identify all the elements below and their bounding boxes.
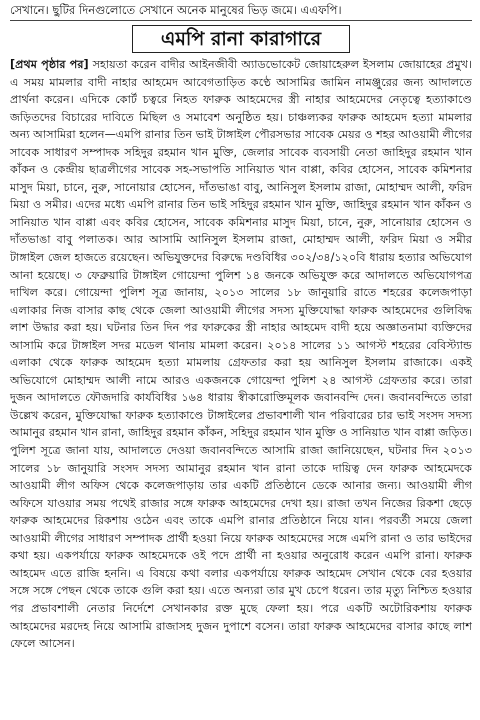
headline: এমপি রানা কারাগারে bbox=[132, 25, 350, 53]
article-text: সহায়তা করেন বাদীর আইনজীবী অ্যাডভোকেট জোয়াহেরুল ইসলাম জোয়াহের প্রমুখ। এ সময় মামলার বাদী নাহার আহমেদ আবেগতাড়িত কণ্ঠে আসামির জামিন নামঞ্জুরের জন্য আদালতে প্রার্থনা করেন। এদিকে কোর্ট চত্বরে নিহত ফারুক আহমেদের স্ত্রী নাহার আহমেদের নেতৃত্বে হত্যাকাণ্ডে জড়িতদের বিচারের দাবিতে মিছিল ও সমাবেশ অনুষ্ঠিত হয়। চাঞ্চল্যকর ফারুক আহমেদ হত্যা মামলার অন্য আসামিরা হলেন—এমপি রানার তিন ভাই টাঙ্গাইল পৌরসভার সাবেক মেয়র ও শহর আওয়ামী লীগের সাবেক সাধারণ সম্পাদক সহিদুর রহমান খান মুক্তি, জেলার সাবেক ব্যবসায়ী নেতা জাহিদুর রহমান খান কাঁকন ও কেন্দ্রীয় ছাত্রলীগের সাবেক সহ-সভাপতি সানিয়াত খান বাপ্পা, কবির হোসেন, সাবেক কমিশনার মাসুদ মিয়া, চানে, নুরু, সানোয়ার হোসেন, দাঁতভাঙা বাবু, আনিসুল ইসলাম রাজা, মোহাম্মদ আলী, ফরিদ মিয়া ও সমীর। এদের মধ্যে এমপি রানার তিন ভাই সহিদুর রহমান খান মুক্তি, জাহিদুর রহমান খান কাঁকন ও সানিয়াত খান বাপ্পা এবং কবির হোসেন, সাবেক কমিশনার মাসুদ মিয়া, চানে, নুরু, সানোয়ার হোসেন ও দাঁতভাঙা বাবু পলাতক। আর আসামি আনিসুল ইসলাম রাজা, মোহাম্মদ আলী, ফরিদ মিয়া ও সমীর টাঙ্গাইল জেল হাজতে রয়েছেন। অভিযুক্তদের বিরুদ্ধে দণ্ডবিধির ৩০২/৩৪/১২০বি ধারায় হত্যার অভিযোগ আনা হয়েছে। ৩ ফেব্রুয়ারি টাঙ্গাইল গোয়েন্দা পুলিশ ১৪ জনকে অভিযুক্ত করে আদালতে অভিযোগপত্র দাখিল করে। গোয়েন্দা পুলিশ সূত্র জানায়, ২০১৩ সালের ১৮ জানুয়ারি রাতে শহরের কলেজপাড়া এলাকার নিজ বাসার কাছ থেকে জেলা আওয়ামী লীগের সদস্য মুক্তিযোদ্ধা ফারুক আহমেদের গুলিবিদ্ধ লাশ উদ্ধার করা হয়। ঘটনার তিন দিন পর ফারুকের স্ত্রী নাহার আহমেদ বাদী হয়ে অজ্ঞাতনামা ব্যক্তিদের আসামি করে টাঙ্গাইল সদর মডেল থানায় মামলা করেন। ২০১৪ সালের ১১ আগস্ট শহরের বেবিস্ট্যান্ড এলাকা থেকে ফারুক আহমেদ হত্যা মামলায় গ্রেফতার করা হয় আনিসুল ইসলাম রাজাকে। একই অভিযোগে মোহাম্মদ আলী নামে আরও একজনকে গোয়েন্দা পুলিশ ২৪ আগস্ট গ্রেফতার করে। তারা দুজন আদালতে ফৌজদারি কার্যবিধির ১৬৪ ধারায় স্বীকারোক্তিমূলক জবানবন্দি দেন। জবানবন্দিতে তারা উল্লেখ করেন, মুক্তিযোদ্ধা ফারুক হত্যাকাণ্ডে টাঙ্গাইলের প্রভাবশালী খান পরিবারের চার ভাই সংসদ সদস্য আমানুর রহমান খান রানা, জাহিদুর রহমান কাঁকন, সহিদুর রহমান খান মুক্তি ও সানিয়াত খান বাপ্পা জড়িত। পুলিশ সূত্রে জানা যায়, আদালতে দেওয়া জবানবন্দিতে আসামি রাজা জানিয়েছেন, ঘটনার দিন ২০১৩ সালের ১৮ জানুয়ারি সংসদ সদস্য আমানুর রহমান খান রানা তাকে দায়িত্ব দেন ফারুক আহমেদকে আওয়ামী লীগ অফিস থেকে কলেজপাড়ায় তার একটি প্রতিষ্ঠানে ডেকে আনার জন্য। আওয়ামী লীগ অফিসে যাওয়ার সময় পথেই রাজার সঙ্গে ফারুক আহমেদের দেখা হয়। রাজা তখন নিজের রিকশা ছেড়ে ফারুক আহমেদের রিকশায় ওঠেন এবং তাকে এমপি রানার প্রতিষ্ঠানে নিয়ে যান। পরবর্তী সময়ে জেলা আওয়ামী লীগের সাধারণ সম্পাদক প্রার্থী হওয়া নিয়ে ফারুক আহমেদের সঙ্গে এমপি রানা ও তার ভাইদের কথা হয়। একপর্যায়ে ফারুক আহমেদকে ওই পদে প্রার্থী না হওয়ার অনুরোধ করেন এমপি রানা। ফারুক আহমেদ এতে রাজি হননি। এ বিষয়ে কথা বলার একপর্যায়ে ফারুক আহমেদ সেখান থেকে বের হওয়ার সঙ্গে সঙ্গে পেছন থেকে তাকে গুলি করা হয়। এতে অন্যরা তার মুখ চেপে ধরেন। তার মৃত্যু নিশ্চিত হওয়ার পর প্রভাবশালী নেতার নির্দেশে সেখানকার রক্ত মুছে ফেলা হয়। পরে একটি অটোরিকশায় ফারুক আহমেদের মরদেহ নিয়ে আসামি রাজাসহ দুজন দুপাশে বসেন। তারা ফারুক আহমেদের বাসার কাছে লাশ ফেলে আসেন। bbox=[10, 58, 473, 651]
headline-container bbox=[10, 25, 472, 53]
article-body bbox=[10, 56, 472, 653]
page-reference: [প্রথম পৃষ্ঠার পর] bbox=[10, 58, 89, 71]
previous-article-tail: সেখানে। ছুটির দিনগুলোতে সেখানে অনেক মানুষের ভিড় জমে। এএফপি। bbox=[10, 2, 472, 21]
